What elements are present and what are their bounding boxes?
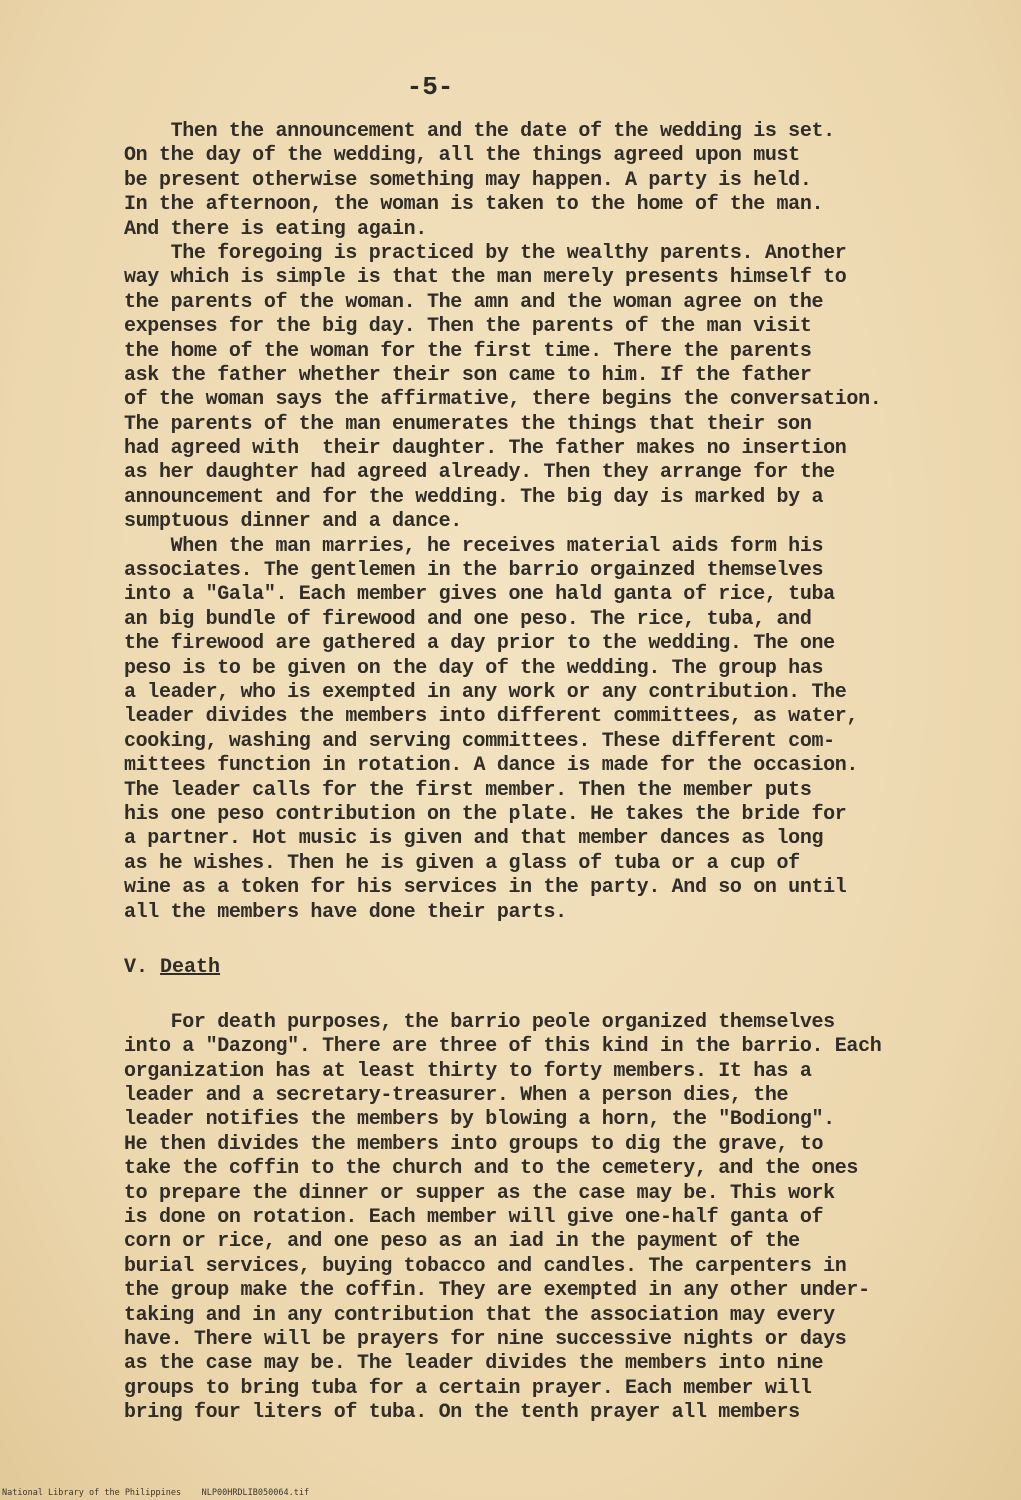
text-line: Then the announcement and the date of the wedding is set.	[124, 120, 835, 143]
text-line: as the case may be. The leader divides the members into nine	[124, 1352, 824, 1376]
text-line: all the members have done their parts.	[124, 900, 567, 924]
spacer	[124, 925, 934, 955]
text-line: leader notifies the members by blowing a horn, the "Bodiong".	[124, 1108, 835, 1132]
text-line: leader divides the members into different committees, as water,	[124, 705, 859, 729]
text-line: of the woman says the affirmative, there begins the conversation.	[124, 388, 882, 412]
text-line: an big bundle of firewood and one peso. The rice, tuba, and	[124, 607, 812, 631]
section-heading	[124, 955, 934, 981]
text-line: bring four liters of tuba. On the tenth prayer all members	[124, 1401, 800, 1425]
paragraph-simple-way	[124, 242, 934, 535]
text-line: mittees function in rotation. A dance is made for the occasion.	[124, 754, 859, 778]
text-line: organization has at least thirty to forty members. It has a	[124, 1059, 812, 1083]
text-line: cooking, washing and serving committees. These different com-	[124, 729, 835, 753]
text-line: a leader, who is exempted in any work or any contribution. The	[124, 680, 847, 704]
footer-institution: National Library of the Philippines	[2, 1488, 182, 1498]
paragraph-wedding-announcement	[124, 120, 934, 242]
text-line: And there is eating again.	[124, 217, 427, 241]
text-line: The leader calls for the first member. Then the member puts	[124, 778, 812, 802]
text-line: peso is to be given on the day of the wedding. The group has	[124, 656, 824, 680]
text-line: On the day of the wedding, all the things agreed upon must	[124, 144, 800, 168]
text-line: ask the father whether their son came to him. If the father	[124, 363, 812, 387]
text-line: had agreed with their daughter. The father makes no insertion	[124, 437, 847, 461]
text-line: He then divides the members into groups to dig the grave, to	[124, 1132, 824, 1156]
text-line: the group make the coffin. They are exempted in any other under-	[124, 1279, 870, 1303]
text-line: the firewood are gathered a day prior to the wedding. The one	[124, 632, 835, 656]
text-line: his one peso contribution on the plate. He takes the bride for	[124, 802, 847, 826]
section-title: Death	[160, 955, 221, 979]
text-line: take the coffin to the church and to the cemetery, and the ones	[124, 1157, 859, 1181]
text-line: groups to bring tuba for a certain prayer. Each member will	[124, 1376, 812, 1400]
text-line: into a "Dazong". There are three of this kind in the barrio. Each	[124, 1035, 882, 1059]
text-line: the home of the woman for the first time. There the parents	[124, 339, 812, 363]
text-line: burial services, buying tobacco and candles. The carpenters in	[124, 1254, 847, 1278]
text-line: wine as a token for his services in the party. And so on until	[124, 876, 847, 900]
text-line: way which is simple is that the man merely presents himself to	[124, 266, 847, 290]
text-line: to prepare the dinner or supper as the case may be. This work	[124, 1181, 835, 1205]
text-line: When the man marries, he receives material aids form his	[124, 534, 824, 558]
text-line: into a "Gala". Each member gives one hald ganta of rice, tuba	[124, 583, 835, 607]
text-line: have. There will be prayers for nine successive nights or days	[124, 1327, 847, 1351]
footer-file-name: NLP00HRDLIB050064.tif	[201, 1488, 310, 1498]
text-line: leader and a secretary-treasurer. When a person dies, the	[124, 1084, 789, 1108]
section-number: V.	[124, 955, 149, 979]
text-line: For death purposes, the barrio peole organized themselves	[124, 1010, 835, 1034]
text-line: as he wishes. Then he is given a glass of tuba or a cup of	[124, 851, 800, 875]
text-line: The parents of the man enumerates the things that their son	[124, 412, 812, 436]
text-line: is done on rotation. Each member will give one-half ganta of	[124, 1206, 824, 1230]
text-line: sumptuous dinner and a dance.	[124, 510, 462, 534]
paragraph-death	[124, 1011, 934, 1426]
text-line: as her daughter had agreed already. Then they arrange for the	[124, 461, 835, 485]
document-body	[124, 120, 934, 1426]
paragraph-gala	[124, 535, 934, 925]
text-line: The foregoing is practiced by the wealthy parents. Another	[124, 241, 847, 265]
text-line: corn or rice, and one peso as an iad in the payment of the	[124, 1230, 800, 1254]
text-line: In the afternoon, the woman is taken to the home of the man.	[124, 193, 824, 217]
scan-footer	[2, 1488, 309, 1498]
text-line: be present otherwise something may happen. A party is held.	[124, 168, 812, 192]
text-line: the parents of the woman. The amn and the woman agree on the	[124, 290, 824, 314]
spacer	[124, 981, 934, 1011]
page-number: -5-	[406, 72, 454, 102]
text-line: announcement and for the wedding. The big day is marked by a	[124, 485, 824, 509]
text-line: associates. The gentlemen in the barrio orgainzed themselves	[124, 559, 824, 583]
text-line: taking and in any contribution that the association may every	[124, 1303, 835, 1327]
text-line: expenses for the big day. Then the parents of the man visit	[124, 315, 812, 339]
text-line: a partner. Hot music is given and that member dances as long	[124, 827, 824, 851]
